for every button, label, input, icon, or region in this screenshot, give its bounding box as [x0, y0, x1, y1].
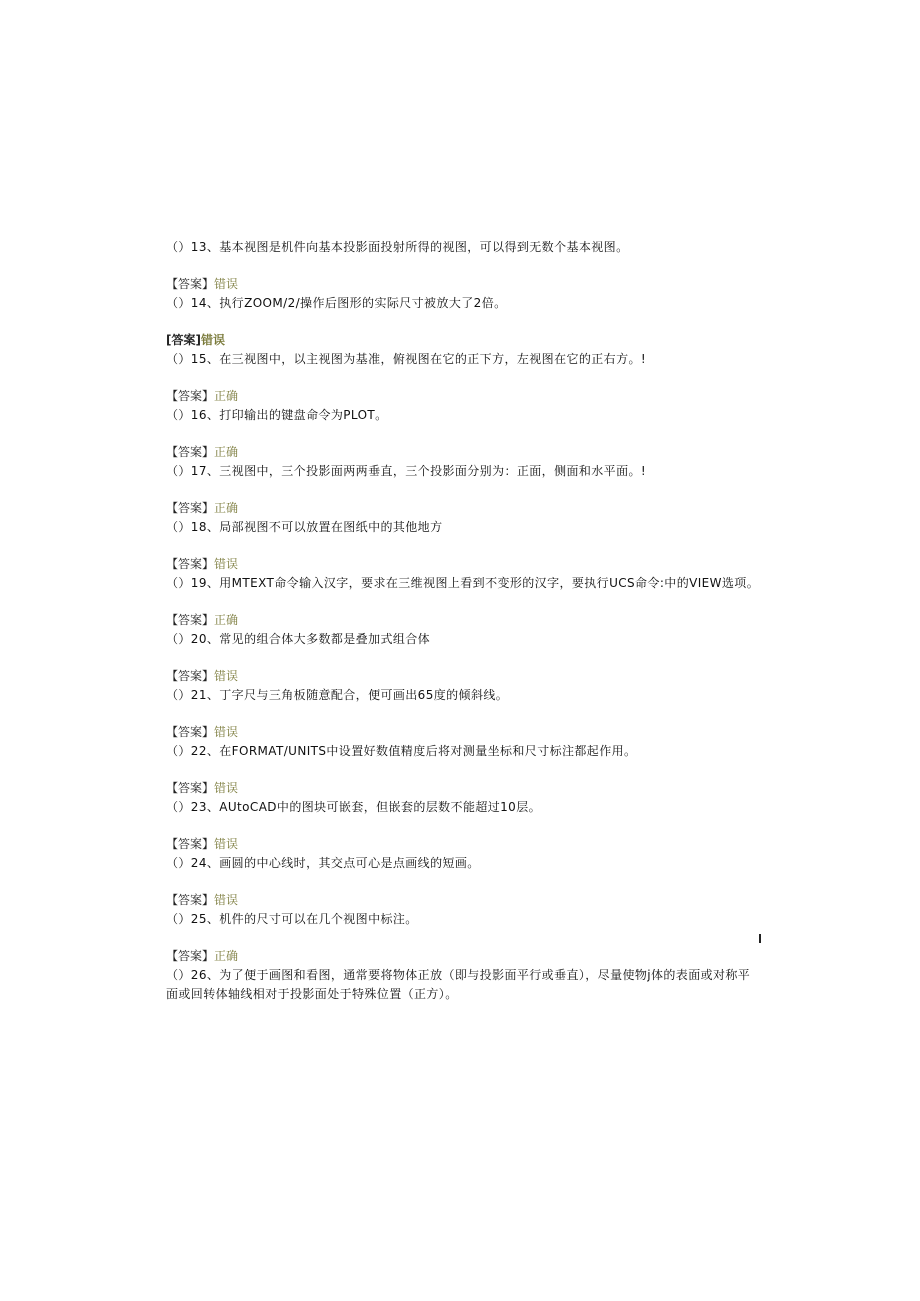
answer-label: 【答案】	[166, 837, 215, 851]
answer-value: 错误	[214, 781, 239, 795]
answer-line	[166, 499, 760, 518]
qa-item-21	[166, 667, 760, 705]
answer-value: 正确	[214, 389, 239, 403]
answer-line	[166, 779, 760, 798]
answer-value: 错误	[214, 557, 239, 571]
question-text: （）22、在FORMAT/UNITS中设置好数值精度后将对测量坐标和尺寸标注都起作用。	[166, 744, 637, 758]
answer-value: 错误	[214, 669, 239, 683]
question-text: （）14、执行ZOOM/2/操作后图形的实际尺寸被放大了2倍。	[166, 296, 507, 310]
qa-item-23	[166, 779, 760, 817]
answer-line	[166, 443, 760, 462]
question-text: （）18、局部视图不可以放置在图纸中的其他地方	[166, 520, 443, 534]
answer-line	[166, 667, 760, 686]
qa-item-22	[166, 723, 760, 761]
answer-line	[166, 275, 760, 294]
question-text: （）19、用MTEXT命令输入汉字，要求在三维视图上看到不变形的汉字，要执行UCS命令:中的VIEW选项。	[166, 576, 760, 590]
answer-label: 【答案】	[166, 781, 215, 795]
answer-line	[166, 555, 760, 574]
answer-line	[166, 947, 760, 966]
answer-value: 正确	[214, 445, 239, 459]
question-text: （）21、丁字尺与三角板随意配合，便可画出65度的倾斜线。	[166, 688, 509, 702]
answer-value: 错误	[214, 277, 239, 291]
answer-line	[166, 611, 760, 630]
qa-item-25	[166, 891, 760, 929]
answer-label: 【答案】	[166, 893, 215, 907]
answer-line	[166, 835, 760, 854]
question-text: （）26、为了便于画图和看图，通常要将物体正放（即与投影面平行或垂直），尽量使物j体的表面或对称平面或回转体轴线相对于投影面处于特殊位置（正方）。	[166, 968, 751, 1001]
question-text: （）20、常见的组合体大多数都是叠加式组合体	[166, 632, 431, 646]
question-list	[166, 238, 760, 1022]
answer-label: 【答案】	[166, 557, 215, 571]
answer-label: 【答案】	[166, 669, 215, 683]
answer-value: 正确	[214, 501, 239, 515]
answer-label: 【答案】	[166, 613, 215, 627]
question-text: （）25、机件的尺寸可以在几个视图中标注。	[166, 912, 418, 926]
qa-item-17	[166, 443, 760, 481]
answer-value: 错误	[214, 837, 239, 851]
qa-item-15	[166, 331, 760, 369]
answer-label: 【答案】	[166, 949, 215, 963]
answer-value: 错误	[200, 333, 225, 347]
answer-line	[166, 891, 760, 910]
answer-label: 【答案】	[166, 389, 215, 403]
qa-item-24	[166, 835, 760, 873]
qa-item-20	[166, 611, 760, 649]
answer-label: 【答案】	[166, 277, 215, 291]
qa-item-16	[166, 387, 760, 425]
qa-item-18	[166, 499, 760, 537]
answer-value: 正确	[214, 613, 239, 627]
answer-value: 错误	[214, 725, 239, 739]
answer-value: 错误	[214, 893, 239, 907]
answer-line	[166, 387, 760, 406]
answer-line	[166, 723, 760, 742]
question-text: （）17、三视图中，三个投影面两两垂直，三个投影面分别为：正面，侧面和水平面。!	[166, 464, 647, 478]
answer-label: [答案]	[166, 333, 201, 347]
margin-mark	[759, 934, 761, 943]
answer-label: 【答案】	[166, 501, 215, 515]
qa-item-14	[166, 275, 760, 313]
qa-item-26	[166, 947, 760, 1004]
answer-value: 正确	[214, 949, 239, 963]
qa-item-19	[166, 555, 760, 593]
question-text: （）24、画圆的中心线时，其交点可心是点画线的短画。	[166, 856, 480, 870]
question-13: （）13、基本视图是机件向基本投影面投射所得的视图，可以得到无数个基本视图。	[166, 240, 629, 254]
answer-label: 【答案】	[166, 445, 215, 459]
question-text: （）16、打印输出的键盘命令为PLOT。	[166, 408, 388, 422]
answer-line	[166, 331, 760, 350]
question-text: （）23、AUtoCAD中的图块可嵌套，但嵌套的层数不能超过10层。	[166, 800, 542, 814]
answer-label: 【答案】	[166, 725, 215, 739]
question-text: （）15、在三视图中，以主视图为基准，俯视图在它的正下方，左视图在它的正右方。!	[166, 352, 647, 366]
